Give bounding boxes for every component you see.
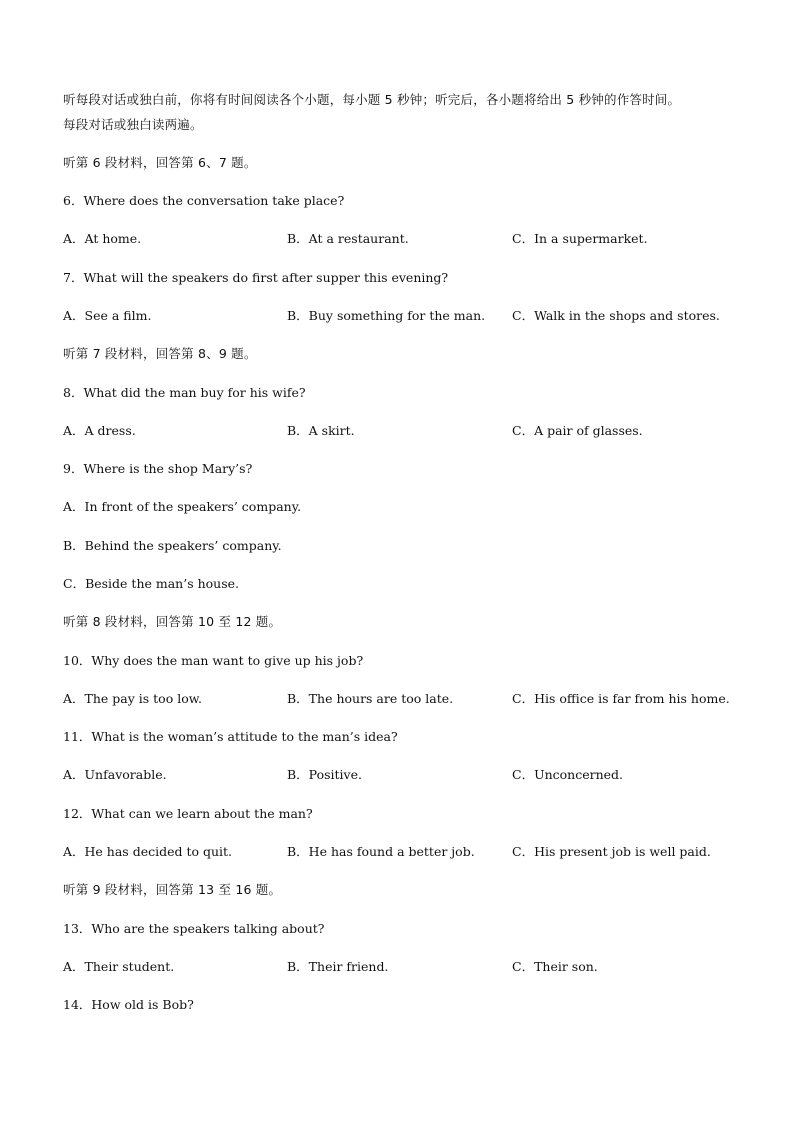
section-heading-7: 听第 7 段材料，回答第 8、9 题。 — [63, 346, 257, 361]
question-12-stem: 12．What can we learn about the man? — [63, 806, 313, 821]
question-6-option-b: B．At a restaurant. — [287, 231, 409, 246]
question-13-option-c: C．Their son. — [512, 959, 598, 974]
question-9-stem: 9．Where is the shop Mary’s? — [63, 461, 253, 476]
question-6-option-c: C．In a supermarket. — [512, 231, 648, 246]
section-heading-9: 听第 9 段材料，回答第 13 至 16 题。 — [63, 882, 282, 897]
question-10-option-b: B．The hours are too late. — [287, 691, 454, 706]
question-7-stem: 7．What will the speakers do first after supper this evening? — [63, 270, 449, 285]
question-11-stem: 11．What is the woman’s attitude to the man’s idea? — [63, 729, 398, 744]
question-11-option-c: C．Unconcerned. — [512, 767, 624, 782]
question-8-option-c: C．A pair of glasses. — [512, 423, 643, 438]
question-10-options — [63, 691, 763, 707]
question-12-option-b: B．He has found a better job. — [287, 844, 475, 859]
intro-instruction-line-1: 听每段对话或独白前，你将有时间阅读各个小题，每小题 5 秒钟；听完后，各小题将给出 5 秒钟的作答时间。 — [63, 92, 681, 107]
question-11-option-a: A．Unfavorable. — [63, 767, 167, 782]
question-7-option-c: C．Walk in the shops and stores. — [512, 308, 720, 323]
question-6-options — [63, 231, 763, 247]
question-14-stem: 14．How old is Bob? — [63, 997, 194, 1012]
section-heading-6: 听第 6 段材料，回答第 6、7 题。 — [63, 155, 257, 170]
question-8-option-a: A．A dress. — [63, 423, 136, 438]
question-13-option-a: A．Their student. — [63, 959, 175, 974]
question-11-options — [63, 767, 763, 783]
question-7-option-b: B．Buy something for the man. — [287, 308, 486, 323]
question-13-stem: 13．Who are the speakers talking about? — [63, 921, 325, 936]
question-9-option-a: A．In front of the speakers’ company. — [63, 499, 302, 514]
question-12-options — [63, 844, 763, 860]
question-8-options — [63, 423, 763, 439]
question-10-option-a: A．The pay is too low. — [63, 691, 202, 706]
question-10-stem: 10．Why does the man want to give up his job? — [63, 653, 364, 668]
question-6-stem: 6．Where does the conversation take place? — [63, 193, 345, 208]
question-9-option-b: B．Behind the speakers’ company. — [63, 538, 282, 553]
question-9-option-c: C．Beside the man’s house. — [63, 576, 240, 591]
question-6-option-a: A．At home. — [63, 231, 142, 246]
question-13-options — [63, 959, 763, 975]
question-12-option-a: A．He has decided to quit. — [63, 844, 233, 859]
intro-instruction-line-2: 每段对话或独白读两遍。 — [63, 117, 203, 132]
question-10-option-c: C．His office is far from his home. — [512, 691, 730, 706]
question-12-option-c: C．His present job is well paid. — [512, 844, 711, 859]
section-heading-8: 听第 8 段材料，回答第 10 至 12 题。 — [63, 614, 282, 629]
question-8-stem: 8．What did the man buy for his wife? — [63, 385, 306, 400]
question-8-option-b: B．A skirt. — [287, 423, 355, 438]
question-7-option-a: A．See a film. — [63, 308, 152, 323]
question-11-option-b: B．Positive. — [287, 767, 362, 782]
question-7-options — [63, 308, 763, 324]
question-13-option-b: B．Their friend. — [287, 959, 389, 974]
